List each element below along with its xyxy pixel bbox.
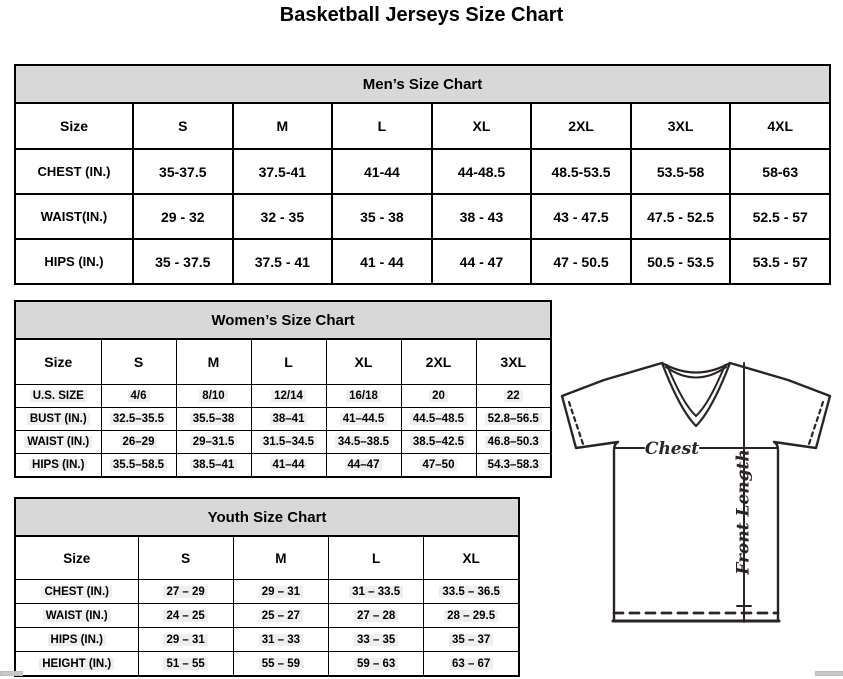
size-value-cell: 29 – 31 [233,580,328,604]
size-value-cell: 50.5 - 53.5 [631,239,731,284]
size-value-cell: 37.5 - 41 [233,239,333,284]
size-value-cell: 25 – 27 [233,604,328,628]
size-value-cell: 37.5-41 [233,149,333,194]
column-header: 2XL [531,103,631,149]
size-value-cell: 41 - 44 [332,239,432,284]
size-value-cell: 35.5–58.5 [101,454,176,478]
horizontal-scrollbar-fragment-right[interactable] [815,671,843,676]
row-label: HIPS (IN.) [15,454,101,478]
size-value-cell: 28 – 29.5 [424,604,519,628]
column-header: M [233,103,333,149]
womens-chart-table [14,300,552,478]
size-value-cell: 35 - 38 [332,194,432,239]
youth-size-chart [14,497,520,677]
size-value-cell: 44–47 [326,454,401,478]
table-row [15,194,830,239]
size-value-cell: 4/6 [101,385,176,408]
table-row [15,385,551,408]
size-value-cell: 27 – 29 [138,580,233,604]
row-label: WAIST (IN.) [15,431,101,454]
column-header: L [329,536,424,580]
column-header: S [138,536,233,580]
size-value-cell: 48.5-53.5 [531,149,631,194]
table-row [15,652,519,677]
horizontal-scrollbar-fragment-left[interactable] [0,671,23,676]
table-row [15,628,519,652]
youth-chart-table [14,497,520,677]
size-value-cell: 32 - 35 [233,194,333,239]
column-header: L [251,339,326,385]
size-value-cell: 31 – 33 [233,628,328,652]
table-row [15,604,519,628]
size-value-cell: 27 – 28 [329,604,424,628]
size-value-cell: 54.3–58.3 [476,454,551,478]
size-value-cell: 51 – 55 [138,652,233,677]
size-value-cell: 44 - 47 [432,239,532,284]
size-value-cell: 47–50 [401,454,476,478]
row-label: BUST (IN.) [15,408,101,431]
size-value-cell: 29 - 32 [133,194,233,239]
column-header: S [101,339,176,385]
size-value-cell: 59 – 63 [329,652,424,677]
row-label: WAIST(IN.) [15,194,133,239]
size-value-cell: 58-63 [730,149,830,194]
table-row [15,149,830,194]
size-value-cell: 24 – 25 [138,604,233,628]
size-value-cell: 55 – 59 [233,652,328,677]
column-header: Size [15,103,133,149]
column-header: 3XL [631,103,731,149]
size-value-cell: 26–29 [101,431,176,454]
row-label: U.S. SIZE [15,385,101,408]
size-value-cell: 52.5 - 57 [730,194,830,239]
size-value-cell: 43 - 47.5 [531,194,631,239]
size-value-cell: 46.8–50.3 [476,431,551,454]
size-value-cell: 29–31.5 [176,431,251,454]
size-value-cell: 53.5 - 57 [730,239,830,284]
size-value-cell: 8/10 [176,385,251,408]
mens-size-chart [14,64,831,285]
size-value-cell: 20 [401,385,476,408]
column-header: L [332,103,432,149]
size-value-cell: 38 - 43 [432,194,532,239]
table-title: Women’s Size Chart [15,301,551,339]
column-header: Size [15,536,138,580]
column-header: M [176,339,251,385]
size-value-cell: 41–44.5 [326,408,401,431]
size-value-cell: 35 – 37 [424,628,519,652]
size-value-cell: 44.5–48.5 [401,408,476,431]
size-value-cell: 31.5–34.5 [251,431,326,454]
chest-label: Chest [644,439,700,459]
table-row [15,239,830,284]
size-value-cell: 38–41 [251,408,326,431]
front-length-label: Front Length [733,449,754,575]
row-label: CHEST (IN.) [15,149,133,194]
mens-chart-table [14,64,831,285]
size-value-cell: 34.5–38.5 [326,431,401,454]
size-value-cell: 31 – 33.5 [329,580,424,604]
row-label: CHEST (IN.) [15,580,138,604]
table-title: Men’s Size Chart [15,65,830,103]
column-header: 2XL [401,339,476,385]
size-value-cell: 41-44 [332,149,432,194]
size-value-cell: 12/14 [251,385,326,408]
size-value-cell: 16/18 [326,385,401,408]
left-cuff-stitch-dashed-line [569,402,583,444]
size-value-cell: 47 - 50.5 [531,239,631,284]
table-row [15,431,551,454]
row-label: HIPS (IN.) [15,239,133,284]
jersey-measurement-diagram [556,358,836,630]
table-row [15,408,551,431]
size-value-cell: 38.5–41 [176,454,251,478]
column-header: XL [326,339,401,385]
jersey-outline-left [562,363,662,621]
size-value-cell: 33.5 – 36.5 [424,580,519,604]
row-label: WAIST (IN.) [15,604,138,628]
womens-size-chart [14,300,552,478]
column-header: 4XL [730,103,830,149]
size-value-cell: 35 - 37.5 [133,239,233,284]
column-header: Size [15,339,101,385]
size-value-cell: 41–44 [251,454,326,478]
size-value-cell: 35.5–38 [176,408,251,431]
column-header: S [133,103,233,149]
size-value-cell: 32.5–35.5 [101,408,176,431]
table-row [15,580,519,604]
size-value-cell: 52.8–56.5 [476,408,551,431]
row-label: HEIGHT (IN.) [15,652,138,677]
size-value-cell: 47.5 - 52.5 [631,194,731,239]
row-label: HIPS (IN.) [15,628,138,652]
size-value-cell: 22 [476,385,551,408]
column-header: XL [424,536,519,580]
page-title: Basketball Jerseys Size Chart [279,4,564,26]
column-header: XL [432,103,532,149]
size-value-cell: 33 – 35 [329,628,424,652]
size-value-cell: 63 – 67 [424,652,519,677]
column-header: 3XL [476,339,551,385]
size-value-cell: 53.5-58 [631,149,731,194]
size-value-cell: 38.5–42.5 [401,431,476,454]
table-row [15,454,551,478]
right-cuff-stitch-dashed-line [809,402,823,444]
table-title: Youth Size Chart [15,498,519,536]
column-header: M [233,536,328,580]
size-value-cell: 35-37.5 [133,149,233,194]
size-value-cell: 29 – 31 [138,628,233,652]
size-value-cell: 44-48.5 [432,149,532,194]
